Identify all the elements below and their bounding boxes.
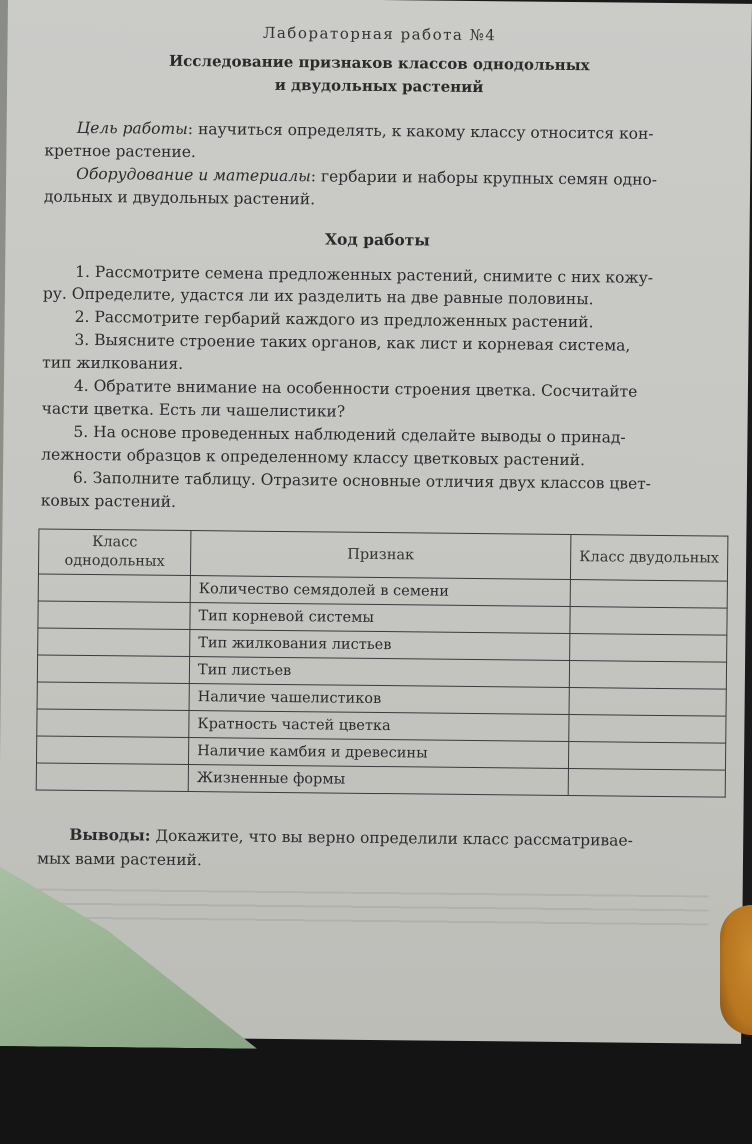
dicot-cell[interactable] <box>568 742 725 771</box>
step-line: ру. Определите, удастся ли их разделить на две равные половины. <box>42 284 594 309</box>
dicot-cell[interactable] <box>569 688 726 717</box>
step-line: 3. Выясните строение таких органов, как лист и корневая система, <box>74 330 631 355</box>
step-line: тип жилкования. <box>42 353 184 373</box>
monocot-cell[interactable] <box>37 709 189 738</box>
header-monocots: Класс однодольных <box>38 529 190 576</box>
bleed-through-text <box>38 888 708 935</box>
feature-cell: Кратность частей цветка <box>189 711 569 742</box>
section-title: Ход работы <box>324 229 430 250</box>
conclusion-text-1: Докажите, что вы верно определили класс рассматривае- <box>150 826 633 850</box>
monocot-cell[interactable] <box>38 628 190 657</box>
feature-cell: Наличие чашелистиков <box>189 684 569 715</box>
step-line: 5. На основе проведенных наблюдений сделайте выводы о принад- <box>73 422 626 447</box>
goal-text-1: : научиться определять, к какому классу относится кон- <box>187 119 654 143</box>
lab-title-line-2: и двудольных растений <box>274 75 484 97</box>
feature-cell: Жизненные формы <box>188 765 568 796</box>
step-line: лежности образцов к определенному классу цветковых растений. <box>41 445 586 470</box>
monocot-cell[interactable] <box>36 763 188 792</box>
step-line: ковых растений. <box>40 491 177 511</box>
lab-header: Лабораторная работа №4 <box>262 23 497 45</box>
goal-label: Цель работы <box>76 118 188 138</box>
monocot-cell[interactable] <box>38 601 190 630</box>
equipment-text-1: : гербарии и наборы крупных семян одно- <box>310 167 658 189</box>
table-header-row <box>38 529 727 581</box>
hand-edge <box>720 905 752 1035</box>
feature-cell: Тип жилкования листьев <box>190 630 570 661</box>
step-line: 4. Обратите внимание на особенности строения цветка. Сосчитайте <box>73 376 638 401</box>
dicot-cell[interactable] <box>569 715 726 744</box>
equipment-text-2: дольных и двудольных растений. <box>43 187 316 209</box>
feature-cell: Тип корневой системы <box>190 603 570 634</box>
monocot-cell[interactable] <box>38 574 190 603</box>
dicot-cell[interactable] <box>570 580 727 609</box>
lab-title <box>7 48 751 102</box>
dicot-cell[interactable] <box>569 661 726 690</box>
step-line: 1. Рассмотрите семена предложенных растений, снимите с них кожу- <box>75 262 654 287</box>
monocot-cell[interactable] <box>37 682 189 711</box>
step-line: части цветка. Есть ли чашелистики? <box>41 399 346 421</box>
conclusion-text-2: мых вами растений. <box>36 849 202 870</box>
equipment-label: Оборудование и материалы <box>76 164 311 186</box>
monocot-cell[interactable] <box>37 655 189 684</box>
header-feature: Признак <box>190 531 570 580</box>
feature-cell: Количество семядолей в семени <box>190 576 570 607</box>
feature-cell: Наличие камбия и древесины <box>188 738 568 769</box>
conclusion-label: Выводы: <box>69 824 151 845</box>
goal-text-2: кретное растение. <box>44 141 196 162</box>
feature-cell: Тип листьев <box>189 657 569 688</box>
dicot-cell[interactable] <box>570 634 727 663</box>
header-dicots: Класс двудольных <box>570 535 727 582</box>
lab-title-line-1: Исследование признаков классов однодольных <box>168 51 590 75</box>
comparison-table <box>36 528 729 797</box>
step-line: 6. Заполните таблицу. Отразите основные отличия двух классов цвет- <box>72 468 652 493</box>
dicot-cell[interactable] <box>570 607 727 636</box>
monocot-cell[interactable] <box>36 736 188 765</box>
step-line: 2. Рассмотрите гербарий каждого из предложенных растений. <box>74 307 594 332</box>
dicot-cell[interactable] <box>568 769 725 798</box>
